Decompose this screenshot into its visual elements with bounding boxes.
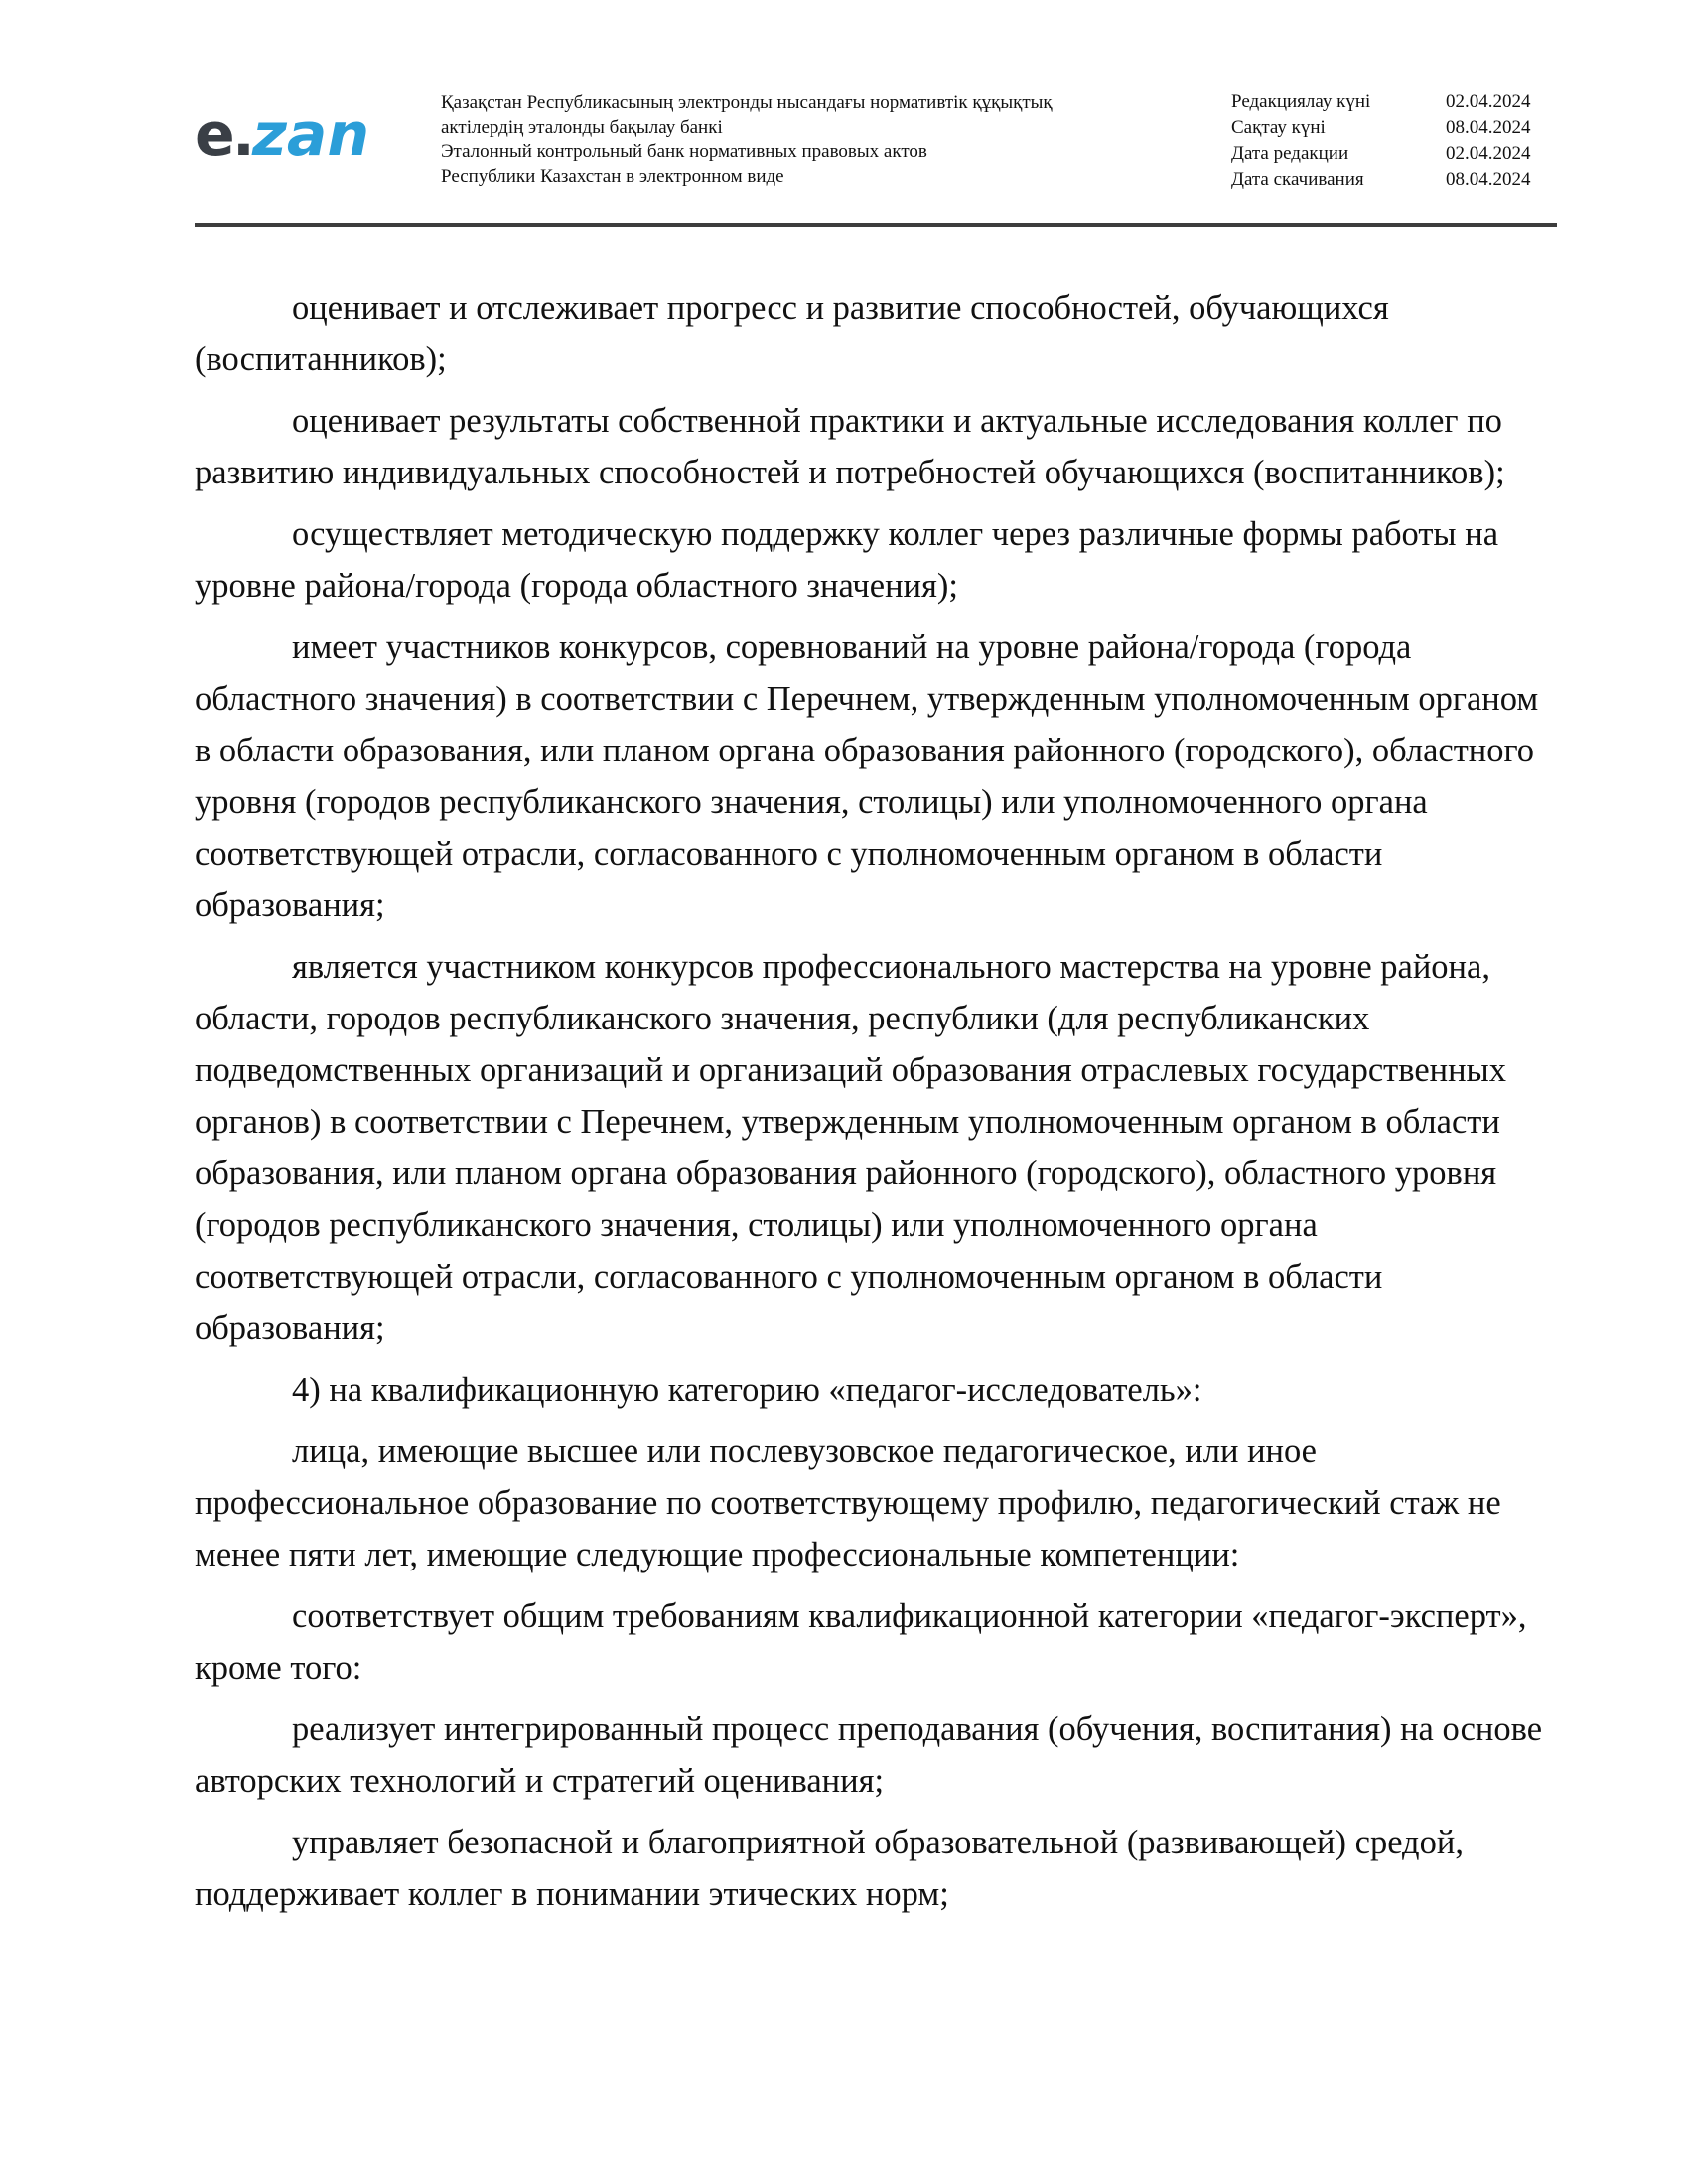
meta-value: 08.04.2024 [1446,117,1531,138]
paragraph: управляет безопасной и благоприятной образовательной (развивающей) средой, поддерживает коллег в понимании этических норм; [195,1824,1464,1913]
meta-row-edit-date-ru [1231,141,1559,167]
meta-value: 02.04.2024 [1446,91,1531,112]
meta-value: 08.04.2024 [1446,169,1531,190]
bank-title-line: Қазақстан Республикасының электронды нысандағы нормативтік құқықтық [441,92,1053,113]
paragraph: оценивает результаты собственной практики и актуальные исследования коллег по развитию индивидуальных способностей и потребностей обучающихся (воспитанников); [195,402,1505,491]
paragraph: лица, имеющие высшее или послевузовское педагогическое, или иное профессиональное образование по соответствующему профилю, педагогический стаж не менее пяти лет, имеющие следующие профессиональные компетенции: [195,1433,1501,1573]
meta-label: Дата редакции [1231,143,1349,164]
meta-label: Редакциялау күні [1231,91,1371,112]
paragraph: осуществляет методическую поддержку коллег через различные формы работы на уровне района/города (города областного значения); [195,515,1499,605]
meta-row-download-date-ru [1231,167,1559,193]
meta-label: Сақтау күні [1231,117,1326,138]
document-header [195,83,1557,220]
logo-zan: zan [252,100,370,169]
edition-dates [1231,89,1559,193]
header-divider [195,223,1557,227]
paragraph: имеет участников конкурсов, соревнований на уровне района/города (города областного значения) в соответствии с Перечнем, утвержденным уполномоченным органом в области образования, или планом органа образования районного (городского), областного уровня (городов республиканского значения, столицы) или уполномоченного органа соответствующей отрасли, согласованного с уполномоченным органом в области образования; [195,628,1539,924]
meta-label: Дата скачивания [1231,169,1364,190]
meta-row-save-date-kz [1231,115,1559,141]
bank-title [441,91,1136,189]
meta-row-edit-date-kz [1231,89,1559,115]
bank-title-line: Эталонный контрольный банк нормативных правовых актов [441,141,927,162]
meta-value: 02.04.2024 [1446,143,1531,164]
document-body [195,282,1557,1930]
bank-title-line: актілердің эталонды бақылау банкі [441,116,723,138]
paragraph: реализует интегрированный процесс преподавания (обучения, воспитания) на основе авторских технологий и стратегий оценивания; [195,1710,1543,1800]
paragraph: соответствует общим требованиям квалификационной категории «педагог-эксперт», кроме того: [195,1597,1527,1687]
bank-title-line: Республики Казахстан в электронном виде [441,165,784,187]
logo-e: e [195,100,235,169]
paragraph: 4) на квалификационную категорию «педагог-исследователь»: [292,1371,1202,1409]
ezan-logo [195,99,393,169]
paragraph: оценивает и отслеживает прогресс и развитие способностей, обучающихся (воспитанников); [195,289,1389,378]
paragraph: является участником конкурсов профессионального мастерства на уровне района, области, городов республиканского значения, республики (для республиканских подведомственных организаций и организаций образования отраслевых государственных органов) в соответствии с Перечнем, утвержденным уполномоченным органом в области образования, или планом органа образования районного (городского), областного уровня (городов республиканского значения, столицы) или уполномоченного органа соответствующей отрасли, согласованного с уполномоченным органом в области образования; [195,948,1506,1347]
logo-dot: . [232,100,255,169]
